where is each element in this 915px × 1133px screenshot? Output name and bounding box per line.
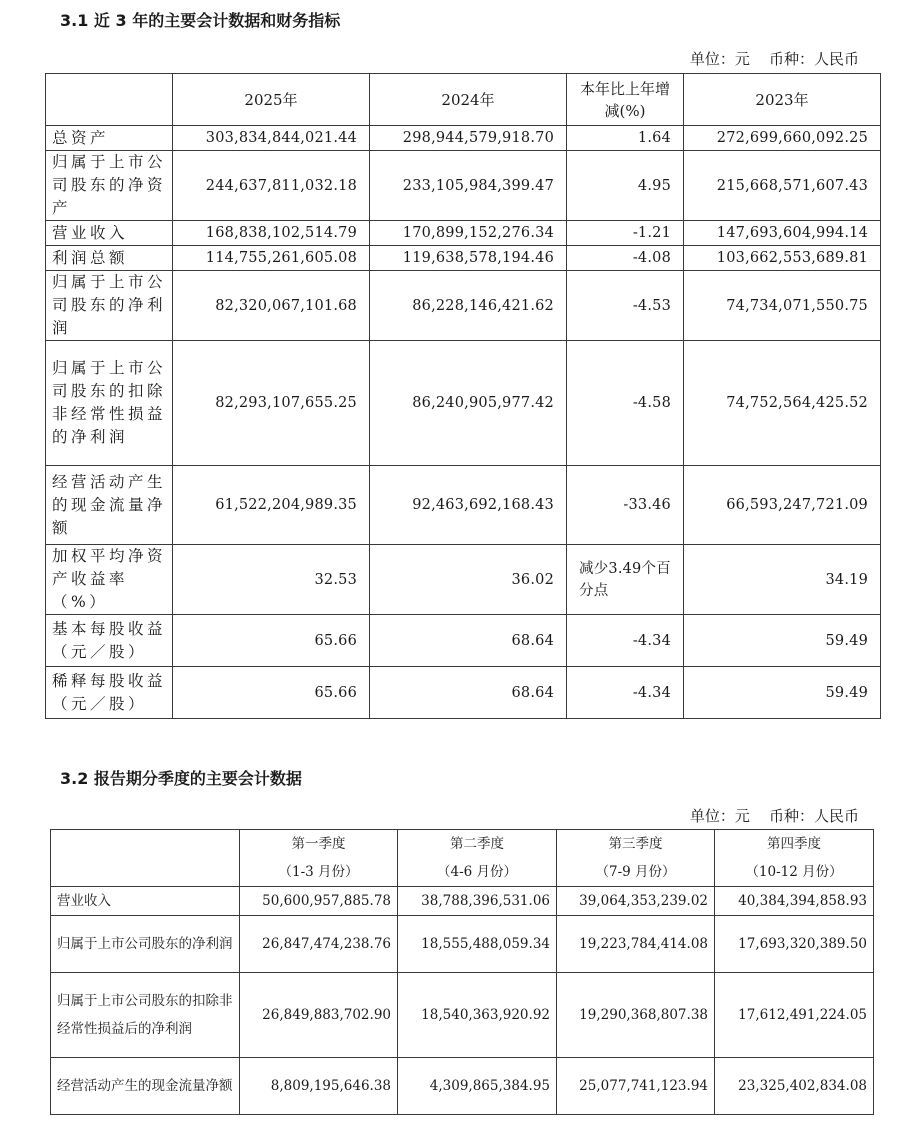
cell-v2025: 65.66 [173, 667, 370, 719]
column-header [46, 74, 173, 126]
cell-v2024: 36.02 [370, 545, 567, 615]
header-row [46, 74, 881, 126]
cell-v2024: 233,105,984,399.47 [370, 151, 567, 221]
cell-v2023: 74,734,071,550.75 [684, 271, 881, 341]
table-row [46, 667, 881, 719]
quarter-months: （1-3 月份） [278, 864, 359, 880]
cell-v2024: 68.64 [370, 615, 567, 667]
column-header: 本年比上年增减(%) [567, 74, 684, 126]
column-header [51, 830, 240, 887]
row-label: 归属于上市公司股东的净利润 [46, 271, 173, 341]
cell-v2025: 82,320,067,101.68 [173, 271, 370, 341]
cell-q2: 18,540,363,920.92 [398, 973, 557, 1058]
cell-q3: 25,077,741,123.94 [557, 1058, 715, 1115]
cell-change: 1.64 [567, 126, 684, 151]
table-row [46, 271, 881, 341]
cell-v2025: 82,293,107,655.25 [173, 341, 370, 466]
cell-q2: 38,788,396,531.06 [398, 887, 557, 916]
cell-v2025: 303,834,844,021.44 [173, 126, 370, 151]
column-header [715, 830, 874, 887]
row-label: 加权平均净资产收益率（%） [46, 545, 173, 615]
cell-q1: 50,600,957,885.78 [240, 887, 398, 916]
cell-q4: 17,693,320,389.50 [715, 916, 874, 973]
section-title-annual: 3.1 近 3 年的主要会计数据和财务指标 [60, 11, 341, 30]
table-row [46, 221, 881, 246]
row-label: 经营活动产生的现金流量净额 [51, 1058, 240, 1115]
table-row [46, 126, 881, 151]
cell-q4: 23,325,402,834.08 [715, 1058, 874, 1115]
cell-q3: 19,290,368,807.38 [557, 973, 715, 1058]
cell-change: 减少3.49个百分点 [567, 545, 684, 615]
cell-v2023: 59.49 [684, 667, 881, 719]
row-label: 归属于上市公司股东的扣除非经常性损益的净利润 [46, 341, 173, 466]
section-title-quarterly: 3.2 报告期分季度的主要会计数据 [60, 769, 302, 788]
cell-v2024: 298,944,579,918.70 [370, 126, 567, 151]
column-header: 2023年 [684, 74, 881, 126]
cell-change: -33.46 [567, 466, 684, 545]
table-row [46, 246, 881, 271]
unit-currency-note-quarterly: 单位：元 币种：人民币 [689, 807, 859, 825]
cell-q1: 26,847,474,238.76 [240, 916, 398, 973]
quarter-months: （4-6 月份） [436, 864, 518, 880]
cell-q2: 18,555,488,059.34 [398, 916, 557, 973]
quarter-months: （10-12 月份） [745, 864, 843, 880]
cell-change: -1.21 [567, 221, 684, 246]
quarter-name: 第三季度 [608, 836, 663, 852]
cell-change: -4.34 [567, 615, 684, 667]
table-row [51, 973, 874, 1058]
cell-q2: 4,309,865,384.95 [398, 1058, 557, 1115]
cell-v2023: 215,668,571,607.43 [684, 151, 881, 221]
quarter-months: （7-9 月份） [595, 864, 676, 880]
column-header [240, 830, 398, 887]
column-header: 2024年 [370, 74, 567, 126]
cell-q1: 8,809,195,646.38 [240, 1058, 398, 1115]
column-header: 2025年 [173, 74, 370, 126]
cell-v2023: 66,593,247,721.09 [684, 466, 881, 545]
cell-v2025: 61,522,204,989.35 [173, 466, 370, 545]
cell-v2024: 86,228,146,421.62 [370, 271, 567, 341]
table-row [51, 887, 874, 916]
cell-v2023: 74,752,564,425.52 [684, 341, 881, 466]
cell-q4: 17,612,491,224.05 [715, 973, 874, 1058]
annual-financial-table [45, 73, 881, 719]
cell-v2023: 103,662,553,689.81 [684, 246, 881, 271]
cell-v2024: 86,240,905,977.42 [370, 341, 567, 466]
cell-q3: 39,064,353,239.02 [557, 887, 715, 916]
cell-change: -4.34 [567, 667, 684, 719]
column-header [398, 830, 557, 887]
column-header [557, 830, 715, 887]
quarter-name: 第一季度 [291, 836, 346, 852]
table-row [51, 916, 874, 973]
cell-v2025: 32.53 [173, 545, 370, 615]
cell-v2024: 170,899,152,276.34 [370, 221, 567, 246]
row-label: 经营活动产生的现金流量净额 [46, 466, 173, 545]
table-row [46, 466, 881, 545]
row-label: 归属于上市公司股东的净利润 [51, 916, 240, 973]
quarter-name: 第二季度 [450, 836, 504, 852]
row-label: 营业收入 [46, 221, 173, 246]
quarter-name: 第四季度 [767, 836, 821, 852]
table-row [46, 545, 881, 615]
cell-v2025: 65.66 [173, 615, 370, 667]
cell-v2024: 92,463,692,168.43 [370, 466, 567, 545]
table-row [51, 1058, 874, 1115]
cell-v2023: 34.19 [684, 545, 881, 615]
cell-v2024: 68.64 [370, 667, 567, 719]
cell-v2023: 272,699,660,092.25 [684, 126, 881, 151]
table-row [46, 341, 881, 466]
row-label: 归属于上市公司股东的扣除非经常性损益后的净利润 [51, 973, 240, 1058]
cell-q3: 19,223,784,414.08 [557, 916, 715, 973]
cell-v2023: 147,693,604,994.14 [684, 221, 881, 246]
row-label: 稀释每股收益（元／股） [46, 667, 173, 719]
row-label: 基本每股收益（元／股） [46, 615, 173, 667]
row-label: 营业收入 [51, 887, 240, 916]
cell-change: -4.08 [567, 246, 684, 271]
cell-change: 4.95 [567, 151, 684, 221]
table-row [46, 615, 881, 667]
cell-q1: 26,849,883,702.90 [240, 973, 398, 1058]
cell-v2025: 168,838,102,514.79 [173, 221, 370, 246]
quarterly-financial-table [50, 829, 874, 1115]
table-row [46, 151, 881, 221]
cell-change: -4.53 [567, 271, 684, 341]
cell-v2024: 119,638,578,194.46 [370, 246, 567, 271]
cell-v2025: 114,755,261,605.08 [173, 246, 370, 271]
row-label: 归属于上市公司股东的净资产 [46, 151, 173, 221]
cell-v2025: 244,637,811,032.18 [173, 151, 370, 221]
row-label: 利润总额 [46, 246, 173, 271]
cell-change: -4.58 [567, 341, 684, 466]
cell-q4: 40,384,394,858.93 [715, 887, 874, 916]
header-row [51, 830, 874, 887]
unit-currency-note-annual: 单位：元 币种：人民币 [689, 50, 859, 68]
row-label: 总资产 [46, 126, 173, 151]
cell-v2023: 59.49 [684, 615, 881, 667]
